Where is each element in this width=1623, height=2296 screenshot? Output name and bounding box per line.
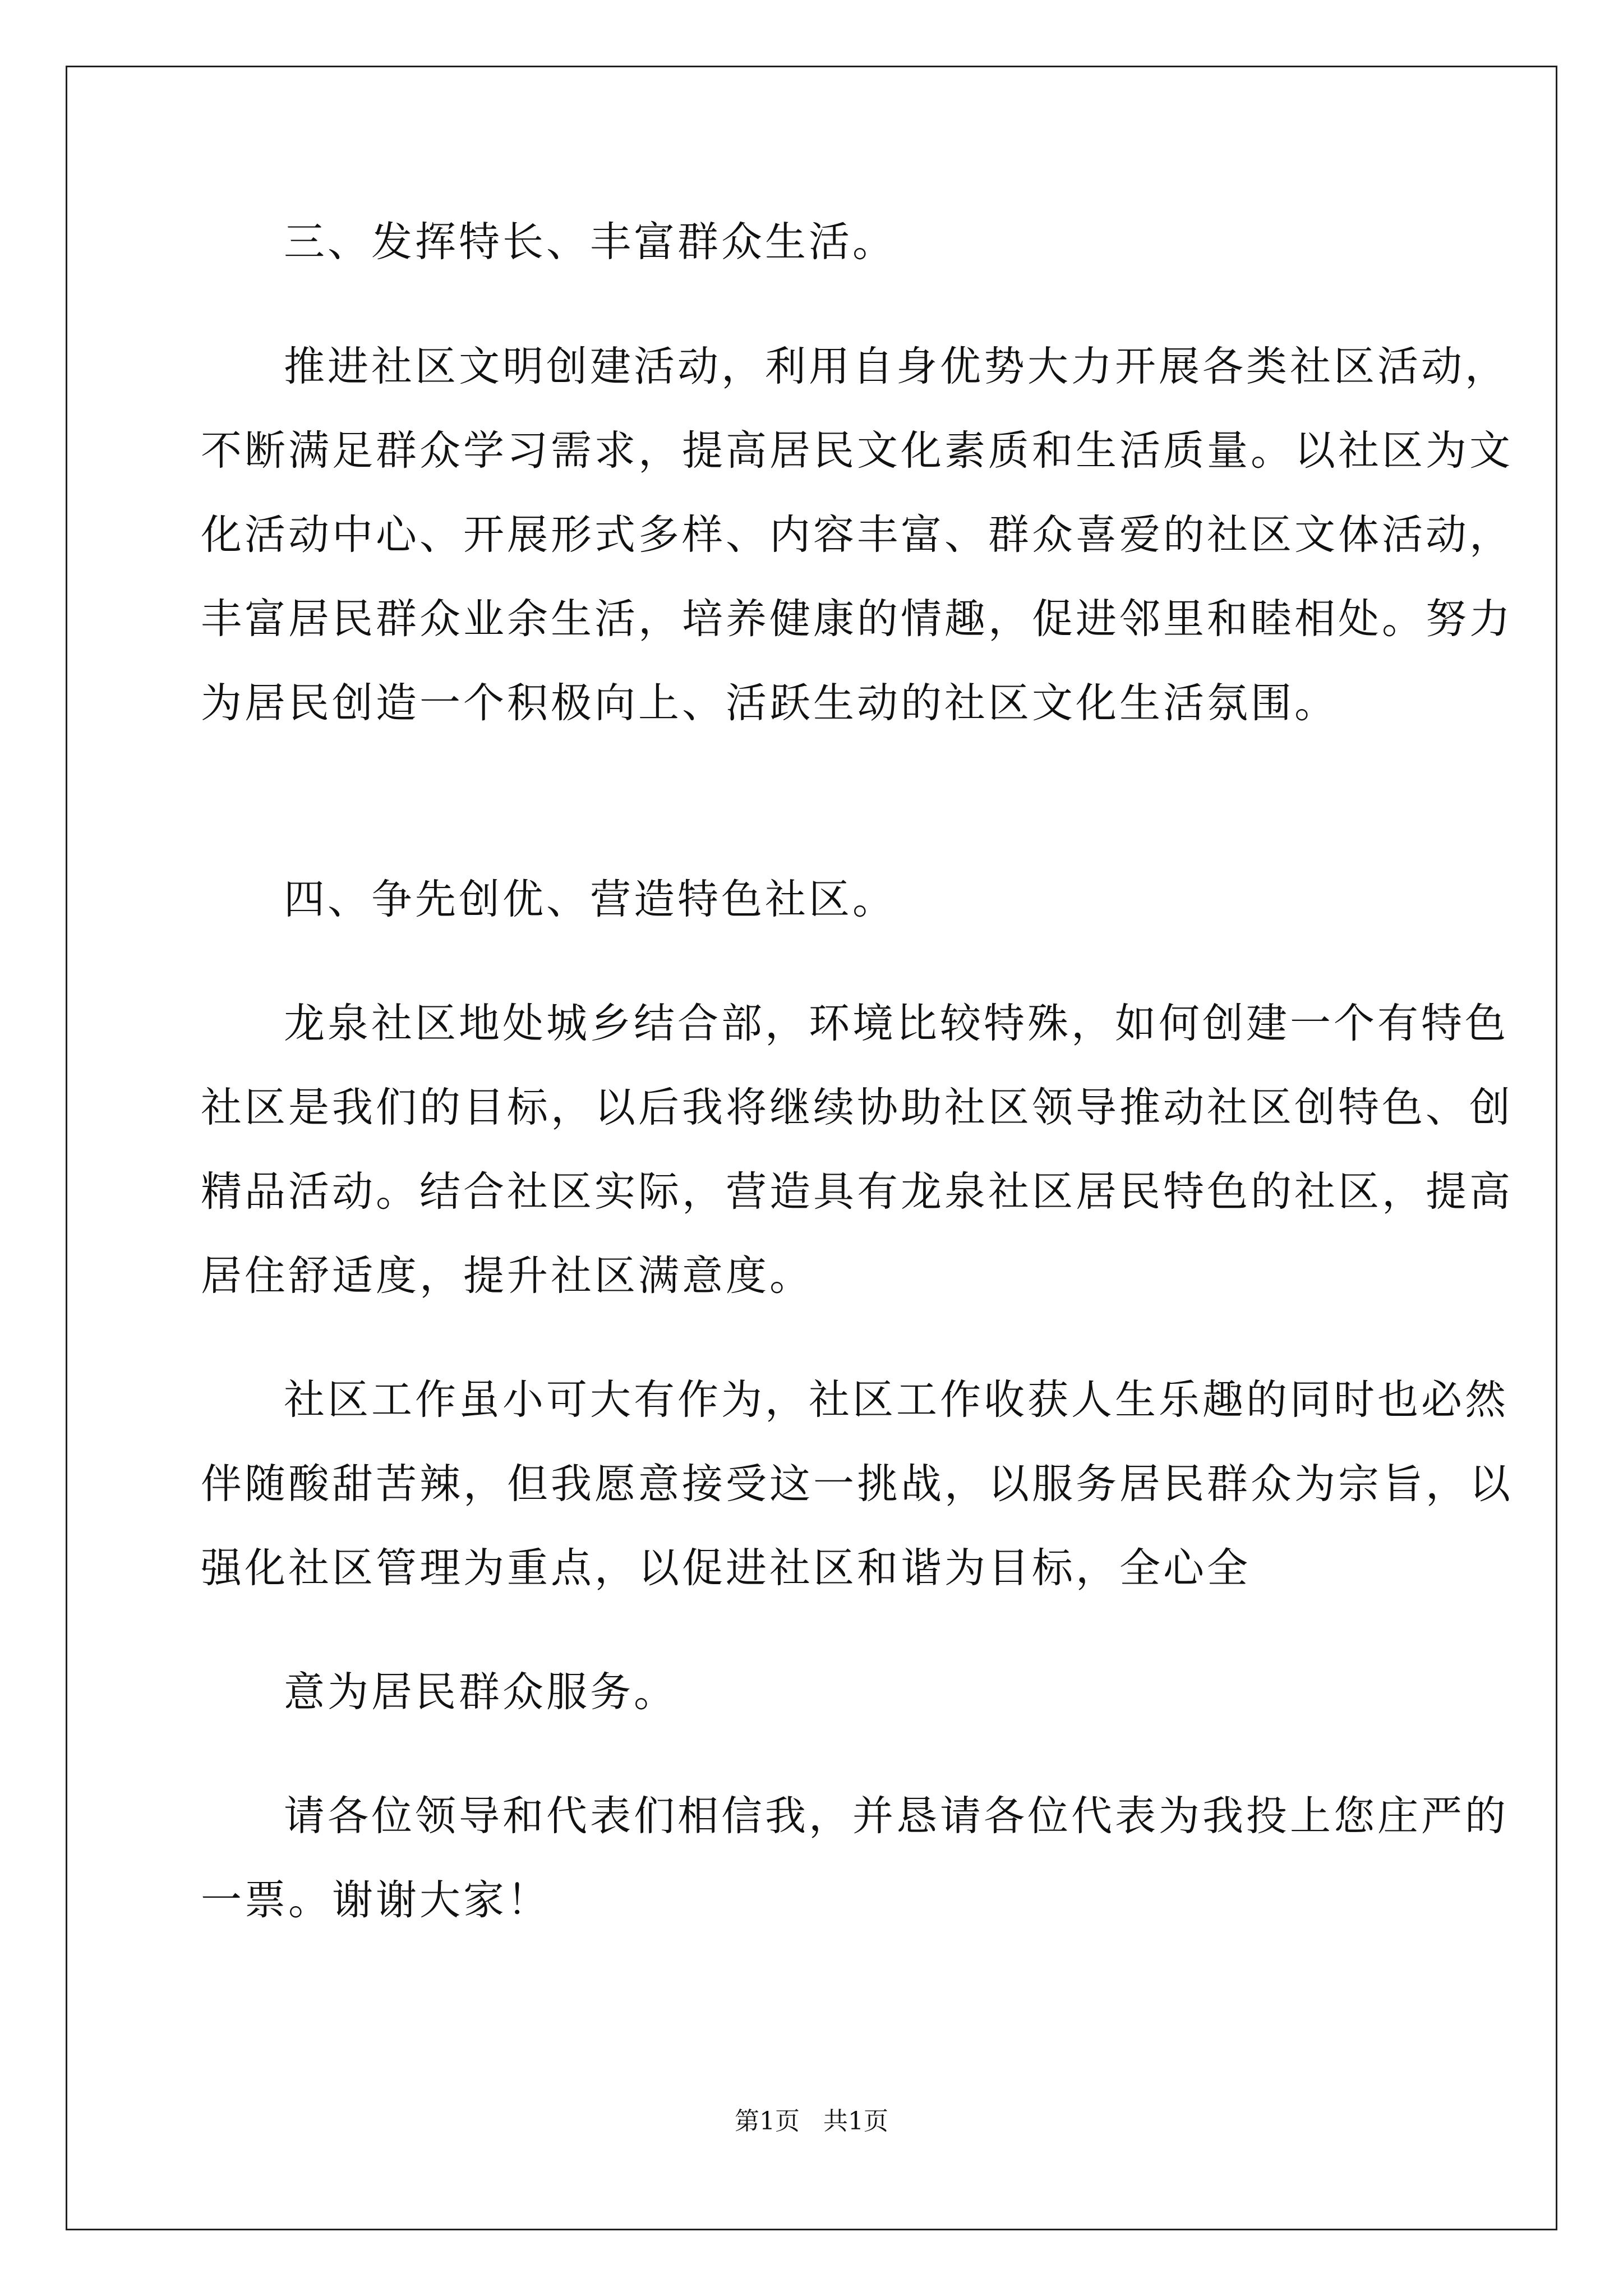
paragraph-line: 社区工作虽小可大有作为，社区工作收获人生乐趣的同时也必然	[284, 1376, 1509, 1424]
heading-section-four: 四、争先创优、营造特色社区。	[284, 876, 896, 923]
paragraph-line: 居住舒适度，提升社区满意度。	[201, 1252, 813, 1300]
paragraph-line: 为居民创造一个积极向上、活跃生动的社区文化生活氛围。	[201, 679, 1338, 727]
paragraph-line: 化活动中心、开展形式多样、内容丰富、群众喜爱的社区文体活动，	[201, 511, 1513, 559]
paragraph-line: 精品活动。结合社区实际，营造具有龙泉社区居民特色的社区，提高	[201, 1168, 1513, 1216]
paragraph-line: 请各位领导和代表们相信我，并恳请各位代表为我投上您庄严的	[284, 1792, 1509, 1840]
paragraph-line: 丰富居民群众业余生活，培养健康的情趣，促进邻里和睦相处。努力	[201, 595, 1513, 643]
paragraph-line: 社区是我们的目标，以后我将继续协助社区领导推动社区创特色、创	[201, 1084, 1513, 1131]
paragraph-line: 强化社区管理为重点，以促进社区和谐为目标，全心全	[201, 1544, 1251, 1592]
page-number-footer: 第1页 共1页	[735, 2107, 888, 2136]
paragraph-line: 不断满足群众学习需求，提高居民文化素质和生活质量。以社区为文	[201, 427, 1513, 475]
paragraph-line: 推进社区文明创建活动，利用自身优势大力开展各类社区活动，	[284, 343, 1509, 390]
heading-section-three: 三、发挥特长、丰富群众生活。	[284, 218, 896, 266]
paragraph-line: 意为居民群众服务。	[284, 1668, 677, 1716]
paragraph-line: 一票。谢谢大家！	[201, 1876, 551, 1924]
paragraph-line: 龙泉社区地处城乡结合部，环境比较特殊，如何创建一个有特色	[284, 1000, 1509, 1047]
paragraph-line: 伴随酸甜苦辣，但我愿意接受这一挑战，以服务居民群众为宗旨，以	[201, 1460, 1513, 1508]
